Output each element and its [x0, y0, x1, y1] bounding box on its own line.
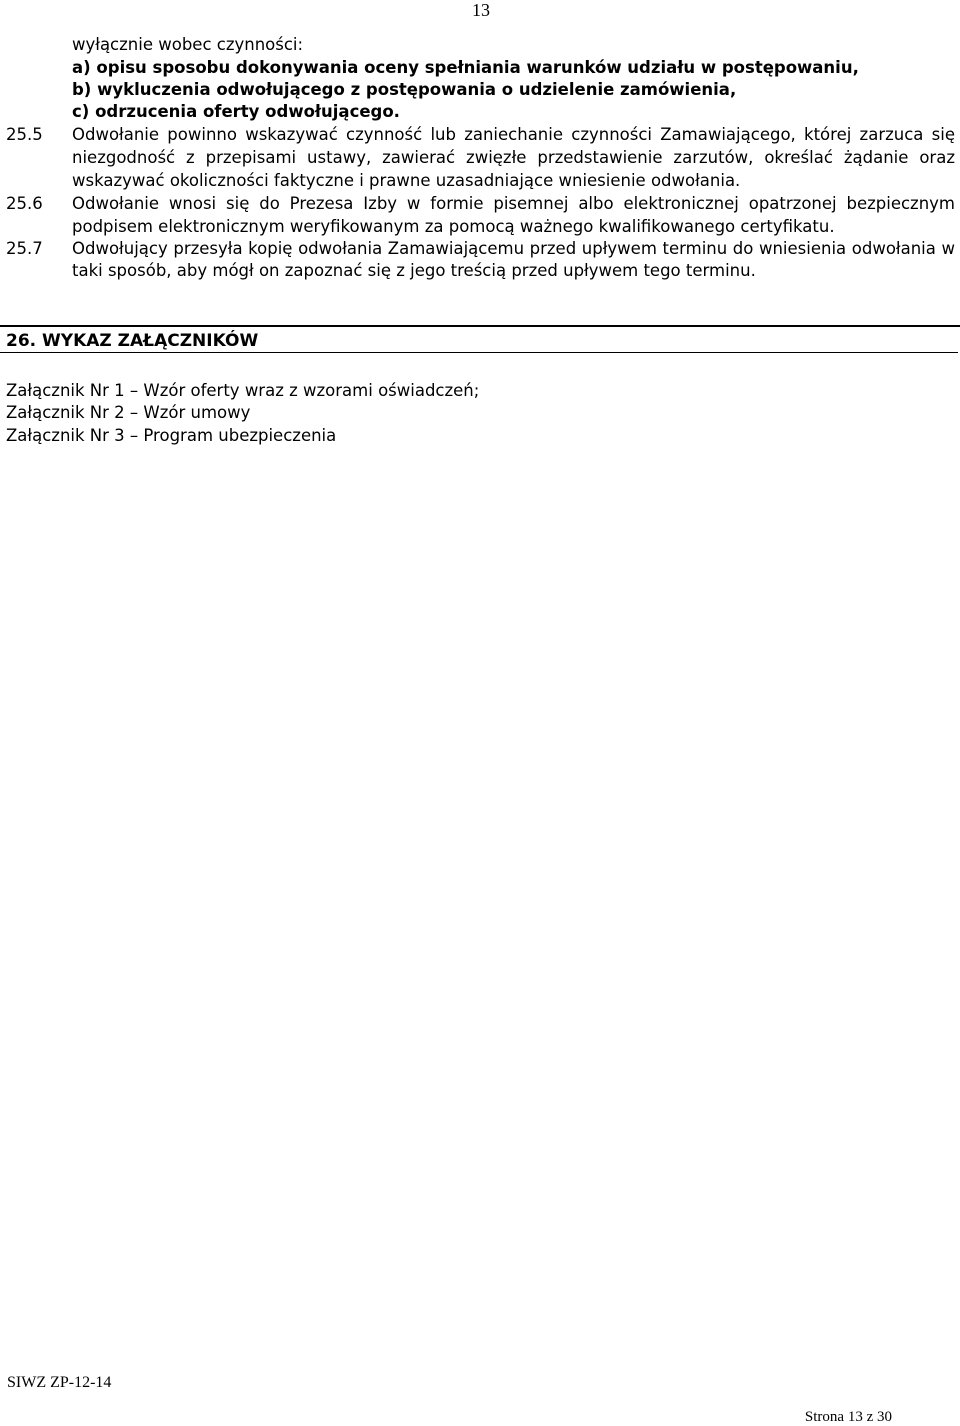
section-number-25-7: 25.7 [6, 239, 43, 258]
section-25-7-line-1: Odwołujący przesyła kopię odwołania Zamawiającemu przed upływem terminu do wniesienia odwołania w [72, 239, 955, 258]
section-25-7-line-2: taki sposób, aby mógł on zapoznać się z jego treścią przed upływem tego terminu. [72, 261, 756, 280]
section-number-25-5: 25.5 [6, 125, 43, 144]
footer-doc-id: SIWZ ZP-12-14 [7, 1374, 112, 1391]
intro-item-a: a) opisu sposobu dokonywania oceny spełniania warunków udziału w postępowaniu, [72, 58, 859, 77]
page-number: 13 [472, 0, 490, 20]
intro-item-b: b) wykluczenia odwołującego z postępowania o udzielenie zamówienia, [72, 80, 737, 99]
attachment-2: Załącznik Nr 2 – Wzór umowy [6, 403, 251, 422]
footer-page-indicator [805, 1408, 892, 1426]
footer-page-total: 30 [877, 1409, 892, 1425]
section-25-5-line-2: niezgodność z przepisami ustawy, zawierać zwięzłe przedstawienie zarzutów, określać żądanie oraz [72, 148, 955, 167]
intro-line: wyłącznie wobec czynności: [72, 35, 304, 54]
intro-item-c: c) odrzucenia oferty odwołującego. [72, 102, 400, 121]
footer-page-label: Strona [804, 1409, 845, 1425]
footer-page-current: 13 [847, 1409, 863, 1425]
footer-page-of: z [866, 1409, 874, 1425]
section-25-5-line-3: wskazywać okoliczności faktyczne i prawne uzasadniające wniesienie odwołania. [72, 171, 741, 190]
section-25-5-line-1: Odwołanie powinno wskazywać czynność lub zaniechanie czynności Zamawiającego, której zarzuca się [72, 125, 955, 144]
section-number-25-6: 25.6 [6, 194, 43, 213]
section-26-heading: 26. WYKAZ ZAŁĄCZNIKÓW [6, 331, 259, 351]
attachment-3: Załącznik Nr 3 – Program ubezpieczenia [6, 426, 337, 445]
section-divider [0, 325, 960, 327]
section-25-6-line-1: Odwołanie wnosi się do Prezesa Izby w formie pisemnej albo elektronicznej opatrzonej bezpiecznym [72, 194, 955, 213]
attachment-1: Załącznik Nr 1 – Wzór oferty wraz z wzorami oświadczeń; [6, 381, 480, 400]
section-25-6-line-2: podpisem elektronicznym weryfikowanym za pomocą ważnego kwalifikowanego certyfikatu. [72, 217, 835, 236]
heading-underline [0, 352, 958, 353]
